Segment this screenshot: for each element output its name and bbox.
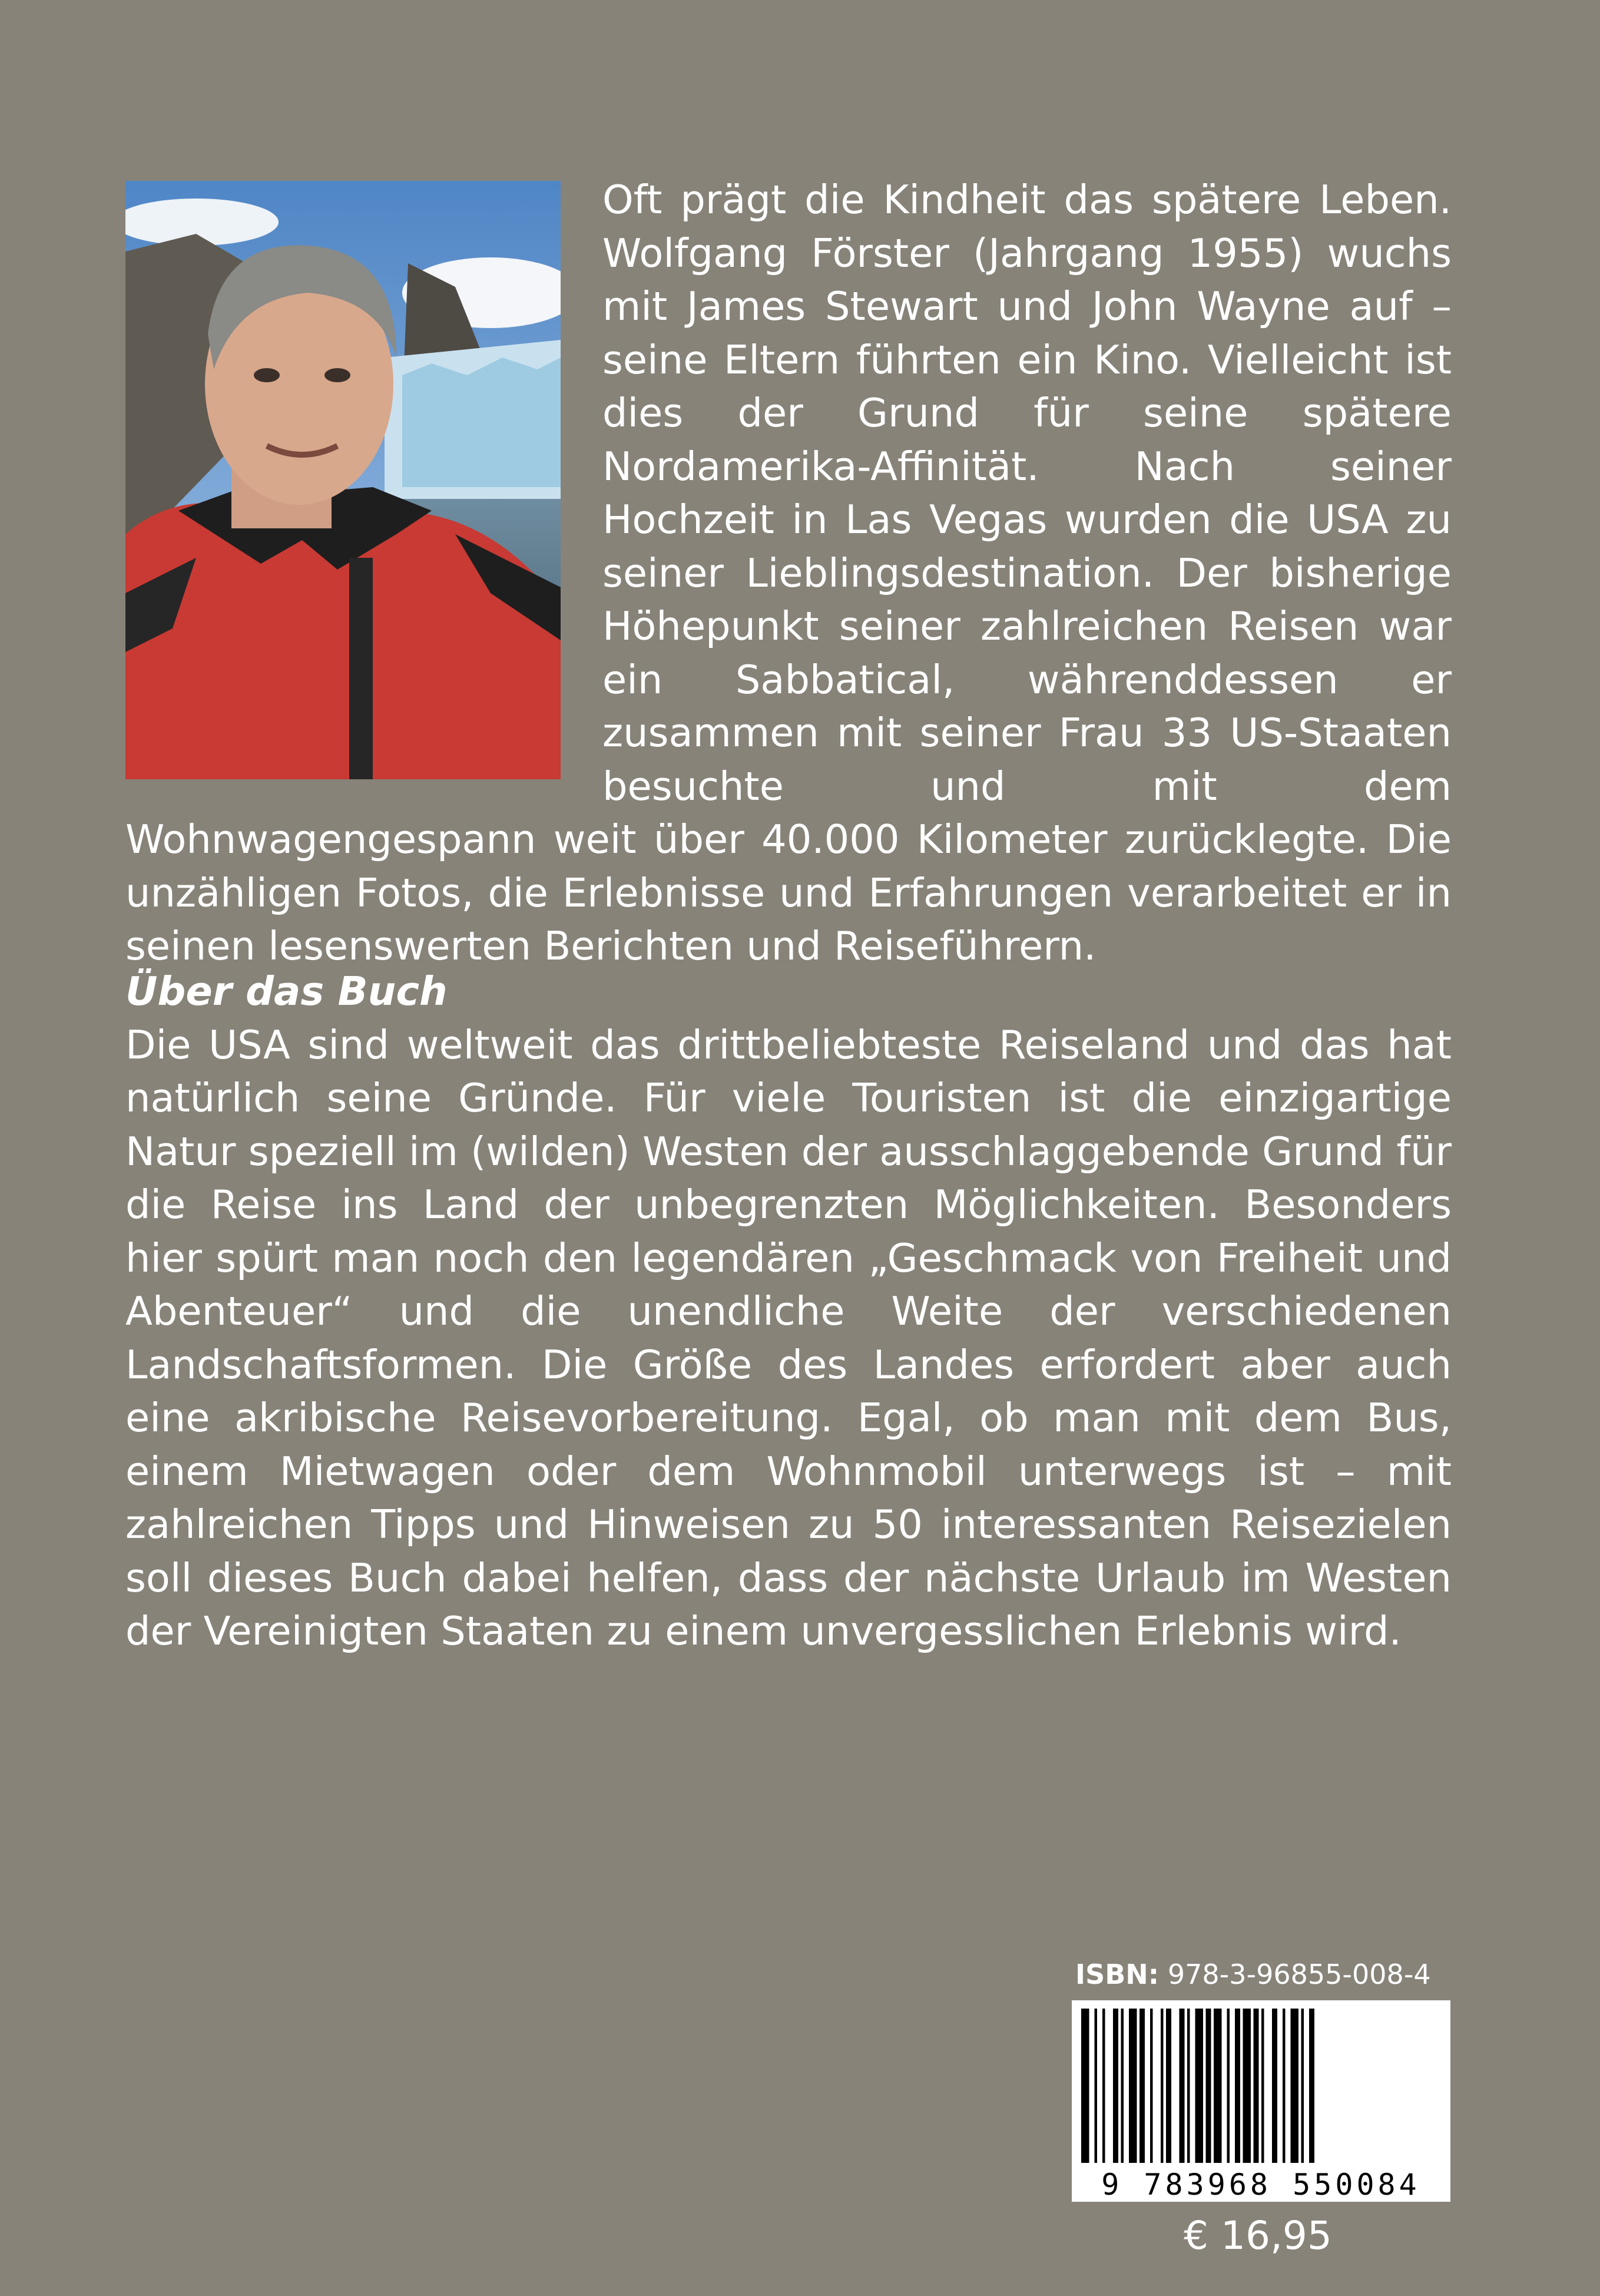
author-bio (125, 173, 1452, 973)
about-heading: Über das Buch (125, 968, 448, 1014)
barcode-bar (1095, 2009, 1098, 2163)
barcode-bar (1227, 2009, 1230, 2163)
barcode-bar (1166, 2009, 1171, 2163)
barcode-bar (1180, 2009, 1185, 2163)
barcode-bars (1072, 2000, 1450, 2202)
price: € 16,95 (1184, 2213, 1332, 2258)
barcode-bar (1195, 2009, 1204, 2163)
author-bio-text: Oft prägt die Kindheit das spätere Leben. Wolfgang Förster (Jahrgang 1955) wuchs mit James Stewart und John Wayne auf – seine Eltern führten ein Kino. Vielleicht ist dies der Grund für seine spätere Nordamerika-Affinität. Nach seiner Hochzeit in Las Vegas wurden die USA zu seiner Lieblingsdestination. Der bisherige Höhepunkt seiner zahlreichen Reisen war ein Sabbatical, währenddessen er zusammen mit seiner Frau 33 US-Staaten besuchte und mit dem Wohnwagengespann weit über 40.000 Kilometer zurücklegte. Die unzähligen Fotos, die Erlebnisse und Erfahrungen verarbeitet er in seinen lesenswerten Berichten und Reiseführern. (125, 177, 1452, 969)
barcode-bar (1150, 2009, 1153, 2163)
about-section (125, 965, 1452, 1658)
isbn-number: 978-3-96855-008-4 (1167, 1958, 1431, 1990)
isbn-line (1075, 1957, 1452, 1992)
barcode-bar (1129, 2009, 1137, 2163)
barcode-bar (1113, 2009, 1118, 2163)
barcode-bar (1291, 2009, 1299, 2163)
barcode-bar (1272, 2009, 1277, 2163)
barcode-bar (1139, 2009, 1145, 2163)
barcode-bar (1261, 2009, 1264, 2163)
barcode (1072, 2000, 1450, 2202)
barcode-bar (1214, 2009, 1222, 2163)
barcode-bar (1254, 2009, 1259, 2163)
barcode-bar (1121, 2009, 1124, 2163)
barcode-digits: 9 783968 550084 (1101, 2168, 1420, 2202)
about-text: Die USA sind weltweit das drittbeliebteste Reiseland und das hat natürlich seine Gründe. Für viele Touristen ist die einzigartige Natur speziell im (wilden) Westen der ausschlaggebende Grund für die Reise ins Land der unbegrenzten Möglichkeiten. Besonders hier spürt man noch den legendären „Geschmack von Freiheit und Abenteuer“ und die unendliche Weite der verschiedenen Landschaftsformen. Die Größe des Landes erfordert aber auch eine akribische Reisevorbereitung. Egal, ob man mit dem Bus, einem Mietwagen oder dem Wohnmobil unterwegs ist – mit zahlreichen Tipps und Hinweisen zu 50 interessanten Reisezielen soll dieses Buch dabei helfen, dass der nächste Urlaub im Westen der Vereinigten Staaten zu einem unvergesslichen Erlebnis wird. (125, 1021, 1452, 1654)
barcode-bar (1102, 2009, 1105, 2163)
barcode-bar (1243, 2009, 1251, 2163)
barcode-bar (1309, 2009, 1314, 2163)
barcode-bar (1301, 2009, 1304, 2163)
barcode-bar (1187, 2009, 1190, 2163)
barcode-bar (1235, 2009, 1240, 2163)
photo-spacer (125, 173, 602, 792)
barcode-bar (1081, 2009, 1089, 2163)
barcode-bar (1161, 2009, 1164, 2163)
barcode-bar (1206, 2009, 1211, 2163)
barcode-bar (1283, 2009, 1286, 2163)
isbn-label: ISBN: (1075, 1958, 1160, 1990)
